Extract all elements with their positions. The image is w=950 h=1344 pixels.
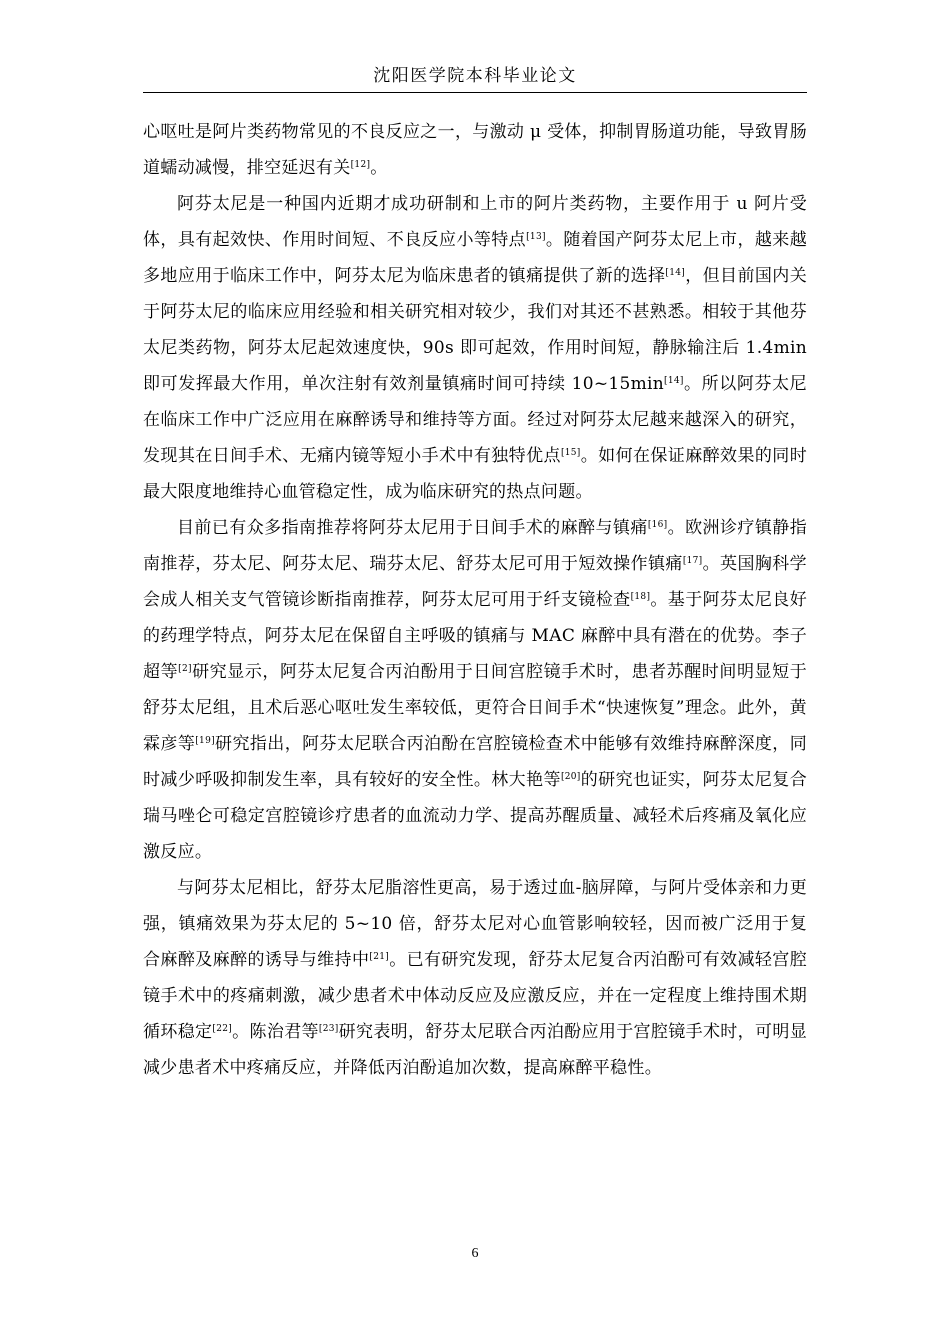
citation-ref: [20]	[560, 772, 581, 783]
citation-ref: [13]	[526, 232, 546, 243]
paragraph-text: 。陈治君等	[232, 1022, 319, 1042]
paragraph-1	[143, 114, 807, 186]
citation-ref: [15]	[560, 448, 581, 459]
paragraph-text: 研究显示，阿芬太尼复合丙泊酚用于日间宫腔镜手术时，患者苏醒时间明显短于舒芬太尼组，且术后恶心呕吐发生率较低，更符合日间手术“快速恢复”理念。此外，黄霖彦等	[143, 662, 807, 754]
paragraph-text: 。随着国产阿芬太尼上市，越来越多地应用于临床工作中，阿芬太尼为临床患者的镇痛提供了新的选择	[143, 230, 808, 286]
citation-ref: [2]	[178, 664, 192, 675]
citation-ref: [18]	[630, 592, 651, 603]
citation-ref: [12]	[350, 160, 371, 171]
paragraph-text: 。欧洲诊疗镇静指南推荐，芬太尼、阿芬太尼、瑞芬太尼、舒芬太尼可用于短效操作镇痛	[143, 518, 807, 574]
page-number: 6	[471, 1246, 479, 1261]
header-title: 沈阳医学院本科毕业论文	[373, 66, 577, 86]
citation-ref: [19]	[195, 736, 215, 747]
body-text	[143, 114, 807, 1086]
paragraph-text: 。如何在保证麻醉效果的同时最大限度地维持心血管稳定性，成为临床研究的热点问题。	[143, 446, 808, 502]
citation-ref: [22]	[212, 1024, 233, 1035]
paragraph-text: 目前已有众多指南推荐将阿芬太尼用于日间手术的麻醉与镇痛	[177, 518, 648, 538]
paragraph-2	[143, 186, 807, 510]
paragraph-text: 。已有研究发现，舒芬太尼复合丙泊酚可有效减轻宫腔镜手术中的疼痛刺激，减少患者术中体动反应及应激反应，并在一定程度上维持围术期循环稳定	[143, 950, 808, 1042]
paragraph-text: 阿芬太尼是一种国内近期才成功研制和上市的阿片类药物，主要作用于 u 阿片受体，具有起效快、作用时间短、不良反应小等特点	[143, 194, 807, 250]
paragraph-text: 的研究也证实，阿芬太尼复合瑞马唑仑可稳定宫腔镜诊疗患者的血流动力学、提高苏醒质量、减轻术后疼痛及氧化应激反应。	[143, 770, 808, 862]
citation-ref: [14]	[665, 268, 686, 279]
paragraph-3	[143, 510, 807, 870]
paragraph-text: ，但目前国内关于阿芬太尼的临床应用经验和相关研究相对较少，我们对其还不甚熟悉。相较于其他芬太尼类药物，阿芬太尼起效速度快，90s 即可起效，作用时间短，静脉输注后 1.4min 即可发挥最大作用，单次注射有效剂量镇痛时间可持续 10~15min	[143, 266, 807, 394]
paragraph-text: 与阿芬太尼相比，舒芬太尼脂溶性更高，易于透过血-脑屏障，与阿片受体亲和力更强，镇痛效果为芬太尼的 5~10 倍，舒芬太尼对心血管影响较轻，因而被广泛用于复合麻醉及麻醉的诱导与维持中	[143, 878, 807, 970]
paragraph-text: 研究指出，阿芬太尼联合丙泊酚在宫腔镜检查术中能够有效维持麻醉深度，同时减少呼吸抑制发生率，具有较好的安全性。林大艳等	[143, 734, 807, 790]
paragraph-text: 。	[370, 158, 388, 178]
paragraph-4	[143, 870, 807, 1086]
citation-ref: [23]	[318, 1024, 339, 1035]
paragraph-text: 研究表明，舒芬太尼联合丙泊酚应用于宫腔镜手术时，可明显减少患者术中疼痛反应，并降低丙泊酚追加次数，提高麻醉平稳性。	[143, 1022, 807, 1078]
citation-ref: [21]	[369, 952, 390, 963]
citation-ref: [17]	[682, 556, 703, 567]
paragraph-text: 。基于阿芬太尼良好的药理学特点，阿芬太尼在保留自主呼吸的镇痛与 MAC 麻醉中具有潜在的优势。李子超等	[143, 590, 808, 682]
paragraph-text: 。所以阿芬太尼在临床工作中广泛应用在麻醉诱导和维持等方面。经过对阿芬太尼越来越深入的研究，发现其在日间手术、无痛内镜等短小手术中有独特优点	[143, 374, 807, 466]
paragraph-text: 心呕吐是阿片类药物常见的不良反应之一，与激动 μ 受体，抑制胃肠道功能，导致胃肠道蠕动减慢，排空延迟有关	[143, 122, 807, 178]
page-header	[143, 60, 807, 93]
paragraph-text: 。英国胸科学会成人相关支气管镜诊断指南推荐，阿芬太尼可用于纤支镜检查	[143, 554, 807, 610]
citation-ref: [16]	[647, 520, 668, 531]
citation-ref: [14]	[664, 376, 684, 387]
